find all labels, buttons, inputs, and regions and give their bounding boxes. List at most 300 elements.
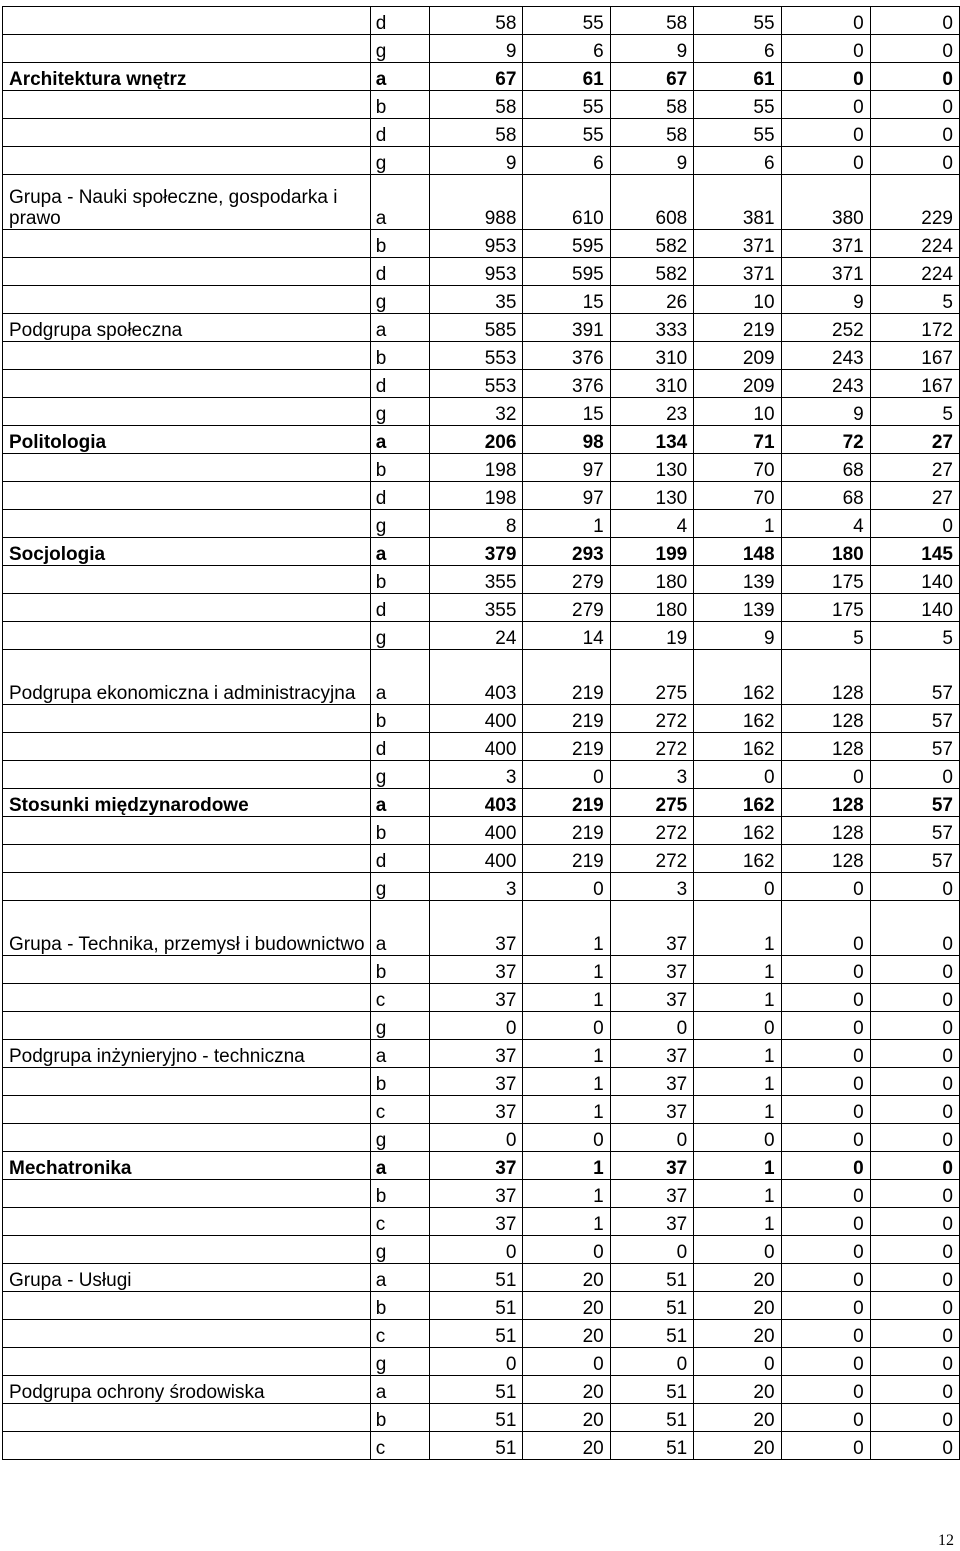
row-label-cell xyxy=(3,1348,371,1376)
value-cell: 37 xyxy=(430,1208,523,1236)
value-cell: 0 xyxy=(694,1124,781,1152)
value-cell: 0 xyxy=(870,1376,959,1404)
value-cell: 67 xyxy=(430,63,523,91)
value-cell: 209 xyxy=(694,370,781,398)
value-cell: 5 xyxy=(870,398,959,426)
value-cell: 27 xyxy=(870,426,959,454)
table-row xyxy=(3,175,960,230)
row-label-cell xyxy=(3,7,371,35)
row-label-cell xyxy=(3,705,371,733)
value-cell: 279 xyxy=(523,566,610,594)
value-cell: 1 xyxy=(523,510,610,538)
value-cell: 57 xyxy=(870,705,959,733)
row-label-cell xyxy=(3,454,371,482)
row-code-cell: b xyxy=(370,1404,430,1432)
table-row xyxy=(3,426,960,454)
value-cell: 37 xyxy=(430,1152,523,1180)
value-cell: 51 xyxy=(430,1320,523,1348)
table-row xyxy=(3,1320,960,1348)
table-row xyxy=(3,1236,960,1264)
value-cell: 58 xyxy=(610,91,694,119)
row-code-cell: g xyxy=(370,622,430,650)
value-cell: 293 xyxy=(523,538,610,566)
value-cell: 58 xyxy=(430,7,523,35)
value-cell: 400 xyxy=(430,817,523,845)
row-label-cell xyxy=(3,873,371,901)
value-cell: 162 xyxy=(694,789,781,817)
table-body xyxy=(3,7,960,1460)
table-row xyxy=(3,1040,960,1068)
row-code-cell: a xyxy=(370,789,430,817)
value-cell: 1 xyxy=(523,901,610,956)
value-cell: 0 xyxy=(781,873,870,901)
value-cell: 1 xyxy=(523,1068,610,1096)
value-cell: 403 xyxy=(430,789,523,817)
value-cell: 0 xyxy=(430,1012,523,1040)
value-cell: 162 xyxy=(694,650,781,705)
value-cell: 1 xyxy=(694,1152,781,1180)
value-cell: 57 xyxy=(870,733,959,761)
row-label-cell xyxy=(3,1292,371,1320)
value-cell: 0 xyxy=(694,873,781,901)
table-row xyxy=(3,538,960,566)
table-row xyxy=(3,1096,960,1124)
value-cell: 0 xyxy=(781,91,870,119)
value-cell: 37 xyxy=(610,1208,694,1236)
value-cell: 19 xyxy=(610,622,694,650)
value-cell: 58 xyxy=(430,119,523,147)
row-label-cell xyxy=(3,342,371,370)
value-cell: 140 xyxy=(870,566,959,594)
table-row xyxy=(3,1404,960,1432)
value-cell: 243 xyxy=(781,370,870,398)
row-code-cell: a xyxy=(370,538,430,566)
value-cell: 0 xyxy=(781,7,870,35)
row-code-cell: c xyxy=(370,1096,430,1124)
value-cell: 0 xyxy=(781,1012,870,1040)
row-code-cell: b xyxy=(370,454,430,482)
value-cell: 198 xyxy=(430,454,523,482)
value-cell: 148 xyxy=(694,538,781,566)
value-cell: 167 xyxy=(870,342,959,370)
value-cell: 37 xyxy=(430,901,523,956)
value-cell: 180 xyxy=(781,538,870,566)
value-cell: 130 xyxy=(610,482,694,510)
table-row xyxy=(3,1012,960,1040)
value-cell: 0 xyxy=(781,984,870,1012)
table-row xyxy=(3,873,960,901)
value-cell: 37 xyxy=(610,1152,694,1180)
value-cell: 51 xyxy=(430,1264,523,1292)
value-cell: 20 xyxy=(694,1404,781,1432)
value-cell: 0 xyxy=(430,1236,523,1264)
value-cell: 0 xyxy=(870,1404,959,1432)
value-cell: 376 xyxy=(523,342,610,370)
value-cell: 0 xyxy=(610,1124,694,1152)
row-code-cell: g xyxy=(370,873,430,901)
value-cell: 9 xyxy=(430,35,523,63)
value-cell: 55 xyxy=(694,119,781,147)
value-cell: 608 xyxy=(610,175,694,230)
value-cell: 1 xyxy=(694,1208,781,1236)
value-cell: 61 xyxy=(694,63,781,91)
value-cell: 162 xyxy=(694,733,781,761)
table-row xyxy=(3,398,960,426)
row-code-cell: d xyxy=(370,7,430,35)
value-cell: 400 xyxy=(430,733,523,761)
value-cell: 6 xyxy=(694,147,781,175)
value-cell: 134 xyxy=(610,426,694,454)
value-cell: 1 xyxy=(694,984,781,1012)
table-row xyxy=(3,733,960,761)
row-code-cell: b xyxy=(370,342,430,370)
value-cell: 582 xyxy=(610,230,694,258)
row-code-cell: g xyxy=(370,510,430,538)
value-cell: 68 xyxy=(781,482,870,510)
value-cell: 209 xyxy=(694,342,781,370)
value-cell: 198 xyxy=(430,482,523,510)
value-cell: 139 xyxy=(694,566,781,594)
value-cell: 0 xyxy=(523,873,610,901)
value-cell: 57 xyxy=(870,789,959,817)
value-cell: 0 xyxy=(870,1320,959,1348)
value-cell: 1 xyxy=(523,956,610,984)
value-cell: 0 xyxy=(781,35,870,63)
value-cell: 14 xyxy=(523,622,610,650)
statistics-table xyxy=(2,6,960,1460)
value-cell: 32 xyxy=(430,398,523,426)
row-label-cell xyxy=(3,230,371,258)
value-cell: 272 xyxy=(610,733,694,761)
value-cell: 1 xyxy=(694,1068,781,1096)
value-cell: 371 xyxy=(694,258,781,286)
value-cell: 310 xyxy=(610,342,694,370)
value-cell: 0 xyxy=(610,1236,694,1264)
row-label-cell: Podgrupa ochrony środowiska xyxy=(3,1376,371,1404)
table-row xyxy=(3,370,960,398)
value-cell: 97 xyxy=(523,454,610,482)
value-cell: 0 xyxy=(870,1012,959,1040)
value-cell: 219 xyxy=(523,817,610,845)
row-code-cell: g xyxy=(370,286,430,314)
row-code-cell: b xyxy=(370,91,430,119)
value-cell: 219 xyxy=(523,845,610,873)
value-cell: 37 xyxy=(430,1180,523,1208)
value-cell: 0 xyxy=(781,761,870,789)
value-cell: 0 xyxy=(781,1208,870,1236)
table-row xyxy=(3,286,960,314)
row-label-cell: Grupa - Nauki społeczne, gospodarka i prawo xyxy=(3,175,371,230)
row-label-cell xyxy=(3,845,371,873)
value-cell: 1 xyxy=(523,1208,610,1236)
value-cell: 0 xyxy=(870,1180,959,1208)
value-cell: 139 xyxy=(694,594,781,622)
row-label-cell xyxy=(3,594,371,622)
value-cell: 229 xyxy=(870,175,959,230)
value-cell: 4 xyxy=(610,510,694,538)
row-code-cell: a xyxy=(370,426,430,454)
value-cell: 0 xyxy=(870,984,959,1012)
value-cell: 51 xyxy=(610,1292,694,1320)
row-code-cell: g xyxy=(370,1236,430,1264)
value-cell: 6 xyxy=(523,147,610,175)
value-cell: 219 xyxy=(523,650,610,705)
value-cell: 24 xyxy=(430,622,523,650)
table-row xyxy=(3,63,960,91)
value-cell: 37 xyxy=(610,956,694,984)
row-label-cell xyxy=(3,1068,371,1096)
table-row xyxy=(3,817,960,845)
value-cell: 1 xyxy=(694,1180,781,1208)
value-cell: 0 xyxy=(870,1236,959,1264)
value-cell: 128 xyxy=(781,845,870,873)
row-code-cell: b xyxy=(370,1068,430,1096)
value-cell: 37 xyxy=(430,1096,523,1124)
value-cell: 355 xyxy=(430,566,523,594)
row-code-cell: a xyxy=(370,175,430,230)
value-cell: 0 xyxy=(610,1348,694,1376)
table-row xyxy=(3,566,960,594)
row-label-cell xyxy=(3,286,371,314)
value-cell: 55 xyxy=(694,7,781,35)
value-cell: 6 xyxy=(694,35,781,63)
value-cell: 57 xyxy=(870,817,959,845)
row-label-cell xyxy=(3,1208,371,1236)
value-cell: 0 xyxy=(781,1348,870,1376)
value-cell: 272 xyxy=(610,705,694,733)
row-label-cell xyxy=(3,1320,371,1348)
value-cell: 9 xyxy=(694,622,781,650)
value-cell: 0 xyxy=(781,1376,870,1404)
row-code-cell: d xyxy=(370,370,430,398)
value-cell: 20 xyxy=(694,1292,781,1320)
value-cell: 1 xyxy=(694,901,781,956)
value-cell: 55 xyxy=(523,119,610,147)
row-code-cell: d xyxy=(370,594,430,622)
value-cell: 162 xyxy=(694,817,781,845)
value-cell: 180 xyxy=(610,566,694,594)
value-cell: 37 xyxy=(430,984,523,1012)
row-label-cell: Architektura wnętrz xyxy=(3,63,371,91)
row-label-cell xyxy=(3,35,371,63)
value-cell: 0 xyxy=(781,1236,870,1264)
value-cell: 219 xyxy=(694,314,781,342)
row-code-cell: g xyxy=(370,1124,430,1152)
row-label-cell xyxy=(3,1180,371,1208)
value-cell: 0 xyxy=(523,1012,610,1040)
row-label-cell: Socjologia xyxy=(3,538,371,566)
row-label-cell: Grupa - Technika, przemysł i budownictwo xyxy=(3,901,371,956)
value-cell: 206 xyxy=(430,426,523,454)
row-code-cell: b xyxy=(370,1180,430,1208)
value-cell: 20 xyxy=(523,1264,610,1292)
value-cell: 0 xyxy=(870,1292,959,1320)
row-label-cell: Podgrupa społeczna xyxy=(3,314,371,342)
value-cell: 0 xyxy=(523,761,610,789)
value-cell: 0 xyxy=(430,1124,523,1152)
value-cell: 3 xyxy=(430,761,523,789)
value-cell: 275 xyxy=(610,650,694,705)
value-cell: 58 xyxy=(430,91,523,119)
value-cell: 162 xyxy=(694,845,781,873)
value-cell: 175 xyxy=(781,566,870,594)
table-row xyxy=(3,594,960,622)
table-row xyxy=(3,147,960,175)
row-label-cell xyxy=(3,1432,371,1460)
row-code-cell: a xyxy=(370,1152,430,1180)
value-cell: 51 xyxy=(430,1292,523,1320)
value-cell: 953 xyxy=(430,258,523,286)
row-label-cell xyxy=(3,398,371,426)
value-cell: 400 xyxy=(430,705,523,733)
value-cell: 595 xyxy=(523,258,610,286)
table-row xyxy=(3,1348,960,1376)
value-cell: 199 xyxy=(610,538,694,566)
value-cell: 37 xyxy=(610,901,694,956)
row-label-cell: Grupa - Usługi xyxy=(3,1264,371,1292)
value-cell: 180 xyxy=(610,594,694,622)
table-row xyxy=(3,35,960,63)
row-code-cell: c xyxy=(370,1208,430,1236)
value-cell: 0 xyxy=(610,1012,694,1040)
value-cell: 988 xyxy=(430,175,523,230)
value-cell: 6 xyxy=(523,35,610,63)
value-cell: 376 xyxy=(523,370,610,398)
value-cell: 51 xyxy=(430,1376,523,1404)
value-cell: 0 xyxy=(781,1152,870,1180)
value-cell: 51 xyxy=(610,1432,694,1460)
table-row xyxy=(3,1180,960,1208)
value-cell: 0 xyxy=(781,901,870,956)
row-label-cell xyxy=(3,1124,371,1152)
value-cell: 0 xyxy=(870,1348,959,1376)
row-code-cell: b xyxy=(370,705,430,733)
table-row xyxy=(3,650,960,705)
value-cell: 37 xyxy=(610,1180,694,1208)
value-cell: 582 xyxy=(610,258,694,286)
value-cell: 9 xyxy=(610,147,694,175)
row-label-cell xyxy=(3,258,371,286)
value-cell: 379 xyxy=(430,538,523,566)
value-cell: 333 xyxy=(610,314,694,342)
value-cell: 55 xyxy=(523,91,610,119)
value-cell: 27 xyxy=(870,482,959,510)
table-row xyxy=(3,314,960,342)
value-cell: 0 xyxy=(781,1432,870,1460)
value-cell: 272 xyxy=(610,845,694,873)
value-cell: 219 xyxy=(523,705,610,733)
value-cell: 0 xyxy=(870,873,959,901)
row-code-cell: a xyxy=(370,650,430,705)
value-cell: 610 xyxy=(523,175,610,230)
row-label-cell xyxy=(3,566,371,594)
value-cell: 175 xyxy=(781,594,870,622)
row-code-cell: g xyxy=(370,147,430,175)
value-cell: 371 xyxy=(694,230,781,258)
value-cell: 1 xyxy=(523,1180,610,1208)
value-cell: 20 xyxy=(694,1264,781,1292)
value-cell: 380 xyxy=(781,175,870,230)
value-cell: 371 xyxy=(781,258,870,286)
value-cell: 37 xyxy=(610,1096,694,1124)
value-cell: 4 xyxy=(781,510,870,538)
table-row xyxy=(3,342,960,370)
value-cell: 98 xyxy=(523,426,610,454)
value-cell: 37 xyxy=(430,956,523,984)
value-cell: 0 xyxy=(781,119,870,147)
value-cell: 128 xyxy=(781,650,870,705)
row-code-cell: b xyxy=(370,230,430,258)
value-cell: 97 xyxy=(523,482,610,510)
value-cell: 9 xyxy=(610,35,694,63)
row-label-cell: Mechatronika xyxy=(3,1152,371,1180)
value-cell: 252 xyxy=(781,314,870,342)
value-cell: 20 xyxy=(523,1320,610,1348)
table-row xyxy=(3,454,960,482)
value-cell: 27 xyxy=(870,454,959,482)
row-code-cell: d xyxy=(370,845,430,873)
value-cell: 0 xyxy=(870,956,959,984)
value-cell: 37 xyxy=(610,984,694,1012)
table-row xyxy=(3,1376,960,1404)
value-cell: 172 xyxy=(870,314,959,342)
value-cell: 0 xyxy=(781,147,870,175)
value-cell: 1 xyxy=(694,510,781,538)
table-row xyxy=(3,1124,960,1152)
value-cell: 0 xyxy=(870,901,959,956)
value-cell: 8 xyxy=(430,510,523,538)
value-cell: 1 xyxy=(523,1152,610,1180)
value-cell: 51 xyxy=(610,1376,694,1404)
value-cell: 0 xyxy=(870,147,959,175)
value-cell: 219 xyxy=(523,733,610,761)
row-code-cell: d xyxy=(370,482,430,510)
value-cell: 128 xyxy=(781,817,870,845)
table-row xyxy=(3,119,960,147)
value-cell: 9 xyxy=(781,398,870,426)
value-cell: 0 xyxy=(870,1264,959,1292)
value-cell: 162 xyxy=(694,705,781,733)
value-cell: 0 xyxy=(870,63,959,91)
row-label-cell xyxy=(3,119,371,147)
table-row xyxy=(3,761,960,789)
value-cell: 0 xyxy=(694,1348,781,1376)
value-cell: 3 xyxy=(610,761,694,789)
value-cell: 0 xyxy=(870,1432,959,1460)
value-cell: 0 xyxy=(694,1236,781,1264)
value-cell: 0 xyxy=(523,1236,610,1264)
value-cell: 0 xyxy=(430,1348,523,1376)
row-label-cell xyxy=(3,622,371,650)
value-cell: 37 xyxy=(610,1068,694,1096)
value-cell: 167 xyxy=(870,370,959,398)
value-cell: 953 xyxy=(430,230,523,258)
row-code-cell: c xyxy=(370,984,430,1012)
value-cell: 37 xyxy=(430,1040,523,1068)
value-cell: 553 xyxy=(430,370,523,398)
row-code-cell: a xyxy=(370,1040,430,1068)
row-label-cell xyxy=(3,91,371,119)
row-label-cell xyxy=(3,1404,371,1432)
value-cell: 0 xyxy=(523,1348,610,1376)
table-row xyxy=(3,91,960,119)
value-cell: 55 xyxy=(523,7,610,35)
value-cell: 272 xyxy=(610,817,694,845)
row-code-cell: a xyxy=(370,1264,430,1292)
value-cell: 58 xyxy=(610,119,694,147)
value-cell: 585 xyxy=(430,314,523,342)
value-cell: 0 xyxy=(781,1292,870,1320)
